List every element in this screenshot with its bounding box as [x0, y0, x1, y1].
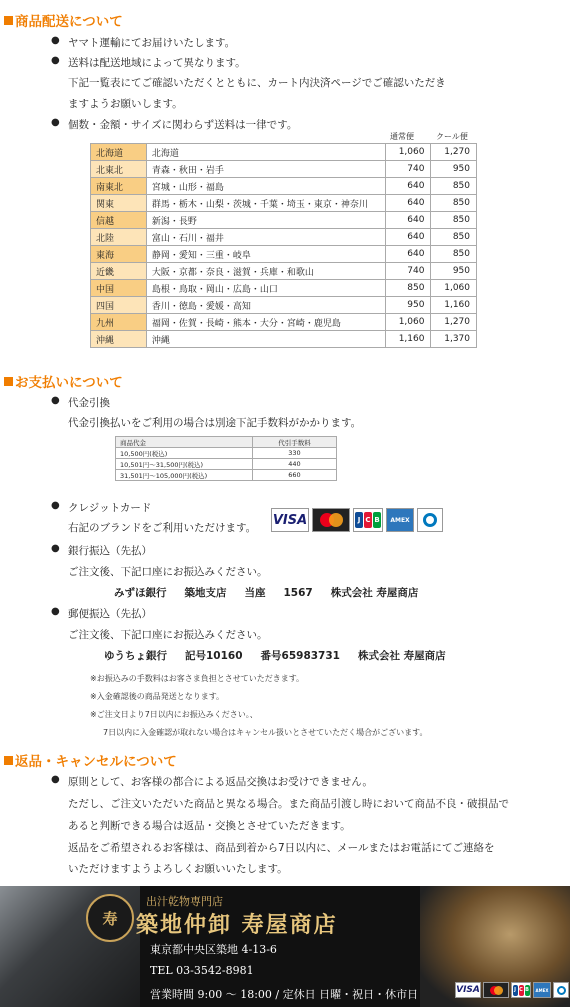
payment-note-1: ※お振込みの手数料はお客さま負担とさせていただきます。 — [90, 674, 305, 683]
shop-hours: 営業時間 9:00 〜 18:00 / 定休日 日曜・祝日・休市日 — [150, 988, 419, 1001]
shipping-areas: 福岡・佐賀・長崎・熊本・大分・宮崎・鹿児島 — [146, 314, 385, 331]
shipping-cool-rate: 850 — [431, 195, 477, 212]
cod-label: ● 代金引換 — [68, 395, 110, 410]
shipping-cool-rate: 1,160 — [431, 297, 477, 314]
fee-value: 440 — [253, 459, 337, 470]
payment-note-2: ※入金確認後の商品発送となります。 — [90, 692, 225, 701]
shipping-row — [91, 297, 477, 314]
shipping-areas: 静岡・愛知・三重・岐阜 — [146, 246, 385, 263]
shipping-cool-rate: 1,270 — [431, 144, 477, 161]
shipping-cool-rate: 1,270 — [431, 314, 477, 331]
shipping-areas: 北海道 — [146, 144, 385, 161]
shop-logo: 寿 — [86, 894, 134, 942]
footer-card-brands — [455, 982, 569, 998]
diners-icon — [417, 508, 443, 532]
shipping-region: 沖縄 — [91, 331, 147, 348]
card-brands — [271, 508, 443, 532]
returns-line-2: あると判断できる場合は返品・交換とさせていただきます。 — [68, 820, 351, 832]
shipping-bullet-2: ● 送料は配送地域によって異なります。 — [68, 55, 246, 70]
amex-icon: AMEX — [533, 982, 551, 998]
jcb-icon: J C B — [353, 508, 383, 532]
bank-account-info: みずほ銀行 築地支店 当座 1567 株式会社 寿屋商店 — [114, 587, 419, 599]
shipping-bullet-1: ● ヤマト運輸にてお届けいたします。 — [68, 35, 235, 50]
bank-text: ご注文後、下記口座にお振込みください。 — [68, 566, 268, 578]
shipping-row — [91, 263, 477, 280]
shipping-areas: 青森・秋田・岩手 — [146, 161, 385, 178]
shipping-note-1: 下記一覧表にてご確認いただくとともに、カート内決済ページでご確認いただき — [68, 77, 446, 89]
shipping-region: 東海 — [91, 246, 147, 263]
shipping-cool-rate: 950 — [431, 263, 477, 280]
returns-section-title: 返品・キャンセルについて — [4, 750, 177, 770]
fee-head-fee: 代引手数料 — [253, 437, 337, 448]
fee-range: 10,501円〜31,500円(税込) — [116, 459, 253, 470]
mastercard-icon — [483, 982, 509, 998]
shipping-region: 北陸 — [91, 229, 147, 246]
returns-line-3: 返品をご希望されるお客様は、商品到着から7日以内に、メールまたはお電話にてご連絡を — [68, 842, 495, 854]
shipping-normal-rate: 640 — [385, 212, 431, 229]
shipping-areas: 香川・徳島・愛媛・高知 — [146, 297, 385, 314]
postal-label: ● 郵便振込（先払） — [68, 606, 152, 621]
shipping-region: 中国 — [91, 280, 147, 297]
shipping-areas: 宮城・山形・福島 — [146, 178, 385, 195]
shipping-normal-rate: 1,060 — [385, 144, 431, 161]
col-cool-header: クール便 — [436, 132, 468, 141]
postal-account-info: ゆうちょ銀行 記号10160 番号65983731 株式会社 寿屋商店 — [104, 650, 446, 662]
shipping-cool-rate: 1,060 — [431, 280, 477, 297]
shop-name: 築地仲卸 寿屋商店 — [136, 912, 338, 938]
shipping-region: 北東北 — [91, 161, 147, 178]
shop-subtitle: 出汁乾物専門店 — [146, 895, 223, 908]
diners-icon — [553, 982, 569, 998]
card-text: 右記のブランドをご利用いただけます。 — [68, 522, 257, 534]
shipping-note-2: ますようお願いします。 — [68, 98, 183, 110]
shipping-cool-rate: 1,370 — [431, 331, 477, 348]
payment-note-4: 7日以内に入金確認が取れない場合はキャンセル扱いとさせていただく場合がございます。 — [103, 728, 428, 737]
fee-range: 10,500円(税込) — [116, 448, 253, 459]
shipping-row — [91, 229, 477, 246]
shipping-bullet-3: ● 個数・金額・サイズに関わらず送料は一律です。 — [68, 117, 297, 132]
cod-fee-table — [115, 436, 337, 481]
shipping-normal-rate: 640 — [385, 195, 431, 212]
visa-icon: VISA — [271, 508, 309, 532]
shipping-row — [91, 246, 477, 263]
shipping-normal-rate: 950 — [385, 297, 431, 314]
shipping-region: 関東 — [91, 195, 147, 212]
returns-line-1: ただし、ご注文いただいた商品と異なる場合。また商品引渡し時において商品不良・破損品で — [68, 798, 509, 810]
shipping-row — [91, 331, 477, 348]
shipping-region: 北海道 — [91, 144, 147, 161]
returns-bullet: ● 原則として、お客様の都合による返品交換はお受けできません。 — [68, 774, 373, 789]
shipping-rate-table — [90, 143, 477, 348]
shipping-region: 四国 — [91, 297, 147, 314]
returns-line-4: いただけますようよろしくお願いいたします。 — [68, 863, 288, 875]
fee-range: 31,501円〜105,000円(税込) — [116, 470, 253, 481]
shipping-row — [91, 212, 477, 229]
shipping-row — [91, 178, 477, 195]
shipping-row — [91, 280, 477, 297]
shipping-row — [91, 161, 477, 178]
payment-section-title: お支払いについて — [4, 371, 123, 391]
amex-icon: AMEX — [386, 508, 414, 532]
bank-label: ● 銀行振込（先払） — [68, 543, 152, 558]
mastercard-icon — [312, 508, 350, 532]
shipping-normal-rate: 850 — [385, 280, 431, 297]
shipping-region: 近畿 — [91, 263, 147, 280]
shipping-row — [91, 314, 477, 331]
shipping-normal-rate: 640 — [385, 178, 431, 195]
shipping-section-title: 商品配送について — [4, 10, 123, 30]
cod-text: 代金引換払いをご利用の場合は別途下記手数料がかかります。 — [68, 417, 362, 429]
shipping-normal-rate: 1,160 — [385, 331, 431, 348]
shipping-normal-rate: 640 — [385, 246, 431, 263]
shipping-normal-rate: 740 — [385, 263, 431, 280]
shipping-region: 南東北 — [91, 178, 147, 195]
postal-text: ご注文後、下記口座にお振込みください。 — [68, 629, 268, 641]
shipping-row — [91, 144, 477, 161]
shipping-normal-rate: 1,060 — [385, 314, 431, 331]
fee-value: 330 — [253, 448, 337, 459]
shipping-cool-rate: 950 — [431, 161, 477, 178]
visa-icon: VISA — [455, 982, 481, 998]
shipping-areas: 富山・石川・福井 — [146, 229, 385, 246]
fee-value: 660 — [253, 470, 337, 481]
shipping-region: 九州 — [91, 314, 147, 331]
shop-address: 東京都中央区築地 4-13-6 — [150, 943, 277, 956]
shipping-cool-rate: 850 — [431, 229, 477, 246]
shipping-cool-rate: 850 — [431, 178, 477, 195]
shipping-normal-rate: 740 — [385, 161, 431, 178]
shop-footer-banner — [0, 886, 570, 1007]
shop-tel: TEL 03-3542-8981 — [150, 964, 254, 977]
shipping-areas: 新潟・長野 — [146, 212, 385, 229]
col-normal-header: 通常便 — [390, 132, 414, 141]
shipping-areas: 群馬・栃木・山梨・茨城・千葉・埼玉・東京・神奈川 — [146, 195, 385, 212]
card-label: ● クレジットカード — [68, 500, 151, 515]
shipping-areas: 沖縄 — [146, 331, 385, 348]
shipping-areas: 大阪・京都・奈良・滋賀・兵庫・和歌山 — [146, 263, 385, 280]
shipping-cool-rate: 850 — [431, 212, 477, 229]
shipping-cool-rate: 850 — [431, 246, 477, 263]
shipping-row — [91, 195, 477, 212]
fee-head-price: 商品代金 — [116, 437, 253, 448]
shipping-region: 信越 — [91, 212, 147, 229]
shipping-areas: 島根・鳥取・岡山・広島・山口 — [146, 280, 385, 297]
payment-note-3: ※ご注文日より7日以内にお振込みください。、 — [90, 710, 258, 719]
jcb-icon: J C B — [511, 982, 531, 998]
shipping-normal-rate: 640 — [385, 229, 431, 246]
